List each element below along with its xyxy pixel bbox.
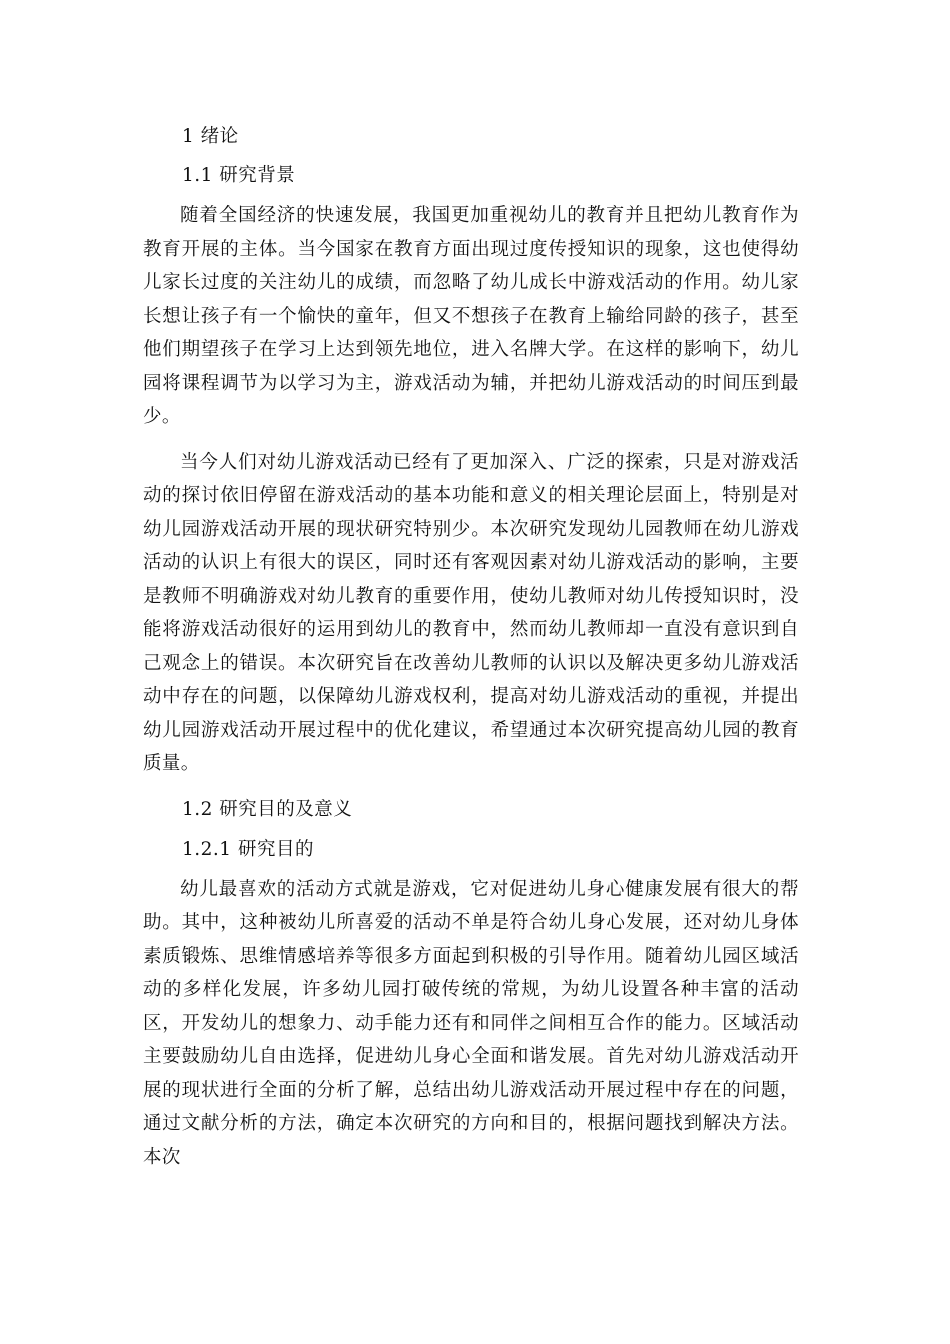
section-heading-purpose-significance: 1.2 研究目的及意义 <box>182 798 353 820</box>
chapter-heading: 1 绪论 <box>182 126 239 147</box>
paragraph-background-1: 随着全国经济的快速发展，我国更加重视幼儿的教育并且把幼儿教育作为教育开展的主体。当今国家在教育方面出现过度传授知识的现象，这也使得幼儿家长过度的关注幼儿的成绩，而忽略了幼儿成长中游戏活动的作用。幼儿家长想让孩子有一个愉快的童年，但又不想孩子在教育上输给同龄的孩子，甚至他们期望孩子在学习上达到领先地位，进入名牌大学。在这样的影响下，幼儿园将课程调节为以学习为主，游戏活动为辅，并把幼儿游戏活动的时间压到最少。 <box>143 205 799 427</box>
document-body <box>143 120 799 1186</box>
paragraph-research-purpose: 幼儿最喜欢的活动方式就是游戏，它对促进幼儿身心健康发展有很大的帮助。其中，这种被幼儿所喜爱的活动不单是符合幼儿身心发展，还对幼儿身体素质锻炼、思维情感培养等很多方面起到积极的引导作用。随着幼儿园区域活动的多样化发展，许多幼儿园打破传统的常规，为幼儿设置各种丰富的活动区，开发幼儿的想象力、动手能力还有和同伴之间相互合作的能力。区域活动主要鼓励幼儿自由选择，促进幼儿身心全面和谐发展。首先对幼儿游戏活动开展的现状进行全面的分析了解，总结出幼儿游戏活动开展过程中存在的问题，通过文献分析的方法，确定本次研究的方向和目的，根据问题找到解决方法。本次 <box>143 878 799 1168</box>
paragraph-background-2: 当今人们对幼儿游戏活动已经有了更加深入、广泛的探索，只是对游戏活动的探讨依旧停留在游戏活动的基本功能和意义的相关理论层面上，特别是对幼儿园游戏活动开展的现状研究特别少。本次研究发现幼儿园教师在幼儿游戏活动的认识上有很大的误区，同时还有客观因素对幼儿游戏活动的影响，主要是教师不明确游戏对幼儿教育的重要作用，使幼儿教师对幼儿传授知识时，没能将游戏活动很好的运用到幼儿的教育中，然而幼儿教师却一直没有意识到自己观念上的错误。本次研究旨在改善幼儿教师的认识以及解决更多幼儿游戏活动中存在的问题，以保障幼儿游戏权利，提高对幼儿游戏活动的重视，并提出幼儿园游戏活动开展过程中的优化建议，希望通过本次研究提高幼儿园的教育质量。 <box>143 451 799 774</box>
section-heading-research-background: 1.1 研究背景 <box>182 165 296 186</box>
subsection-heading-research-purpose: 1.2.1 研究目的 <box>182 838 314 860</box>
